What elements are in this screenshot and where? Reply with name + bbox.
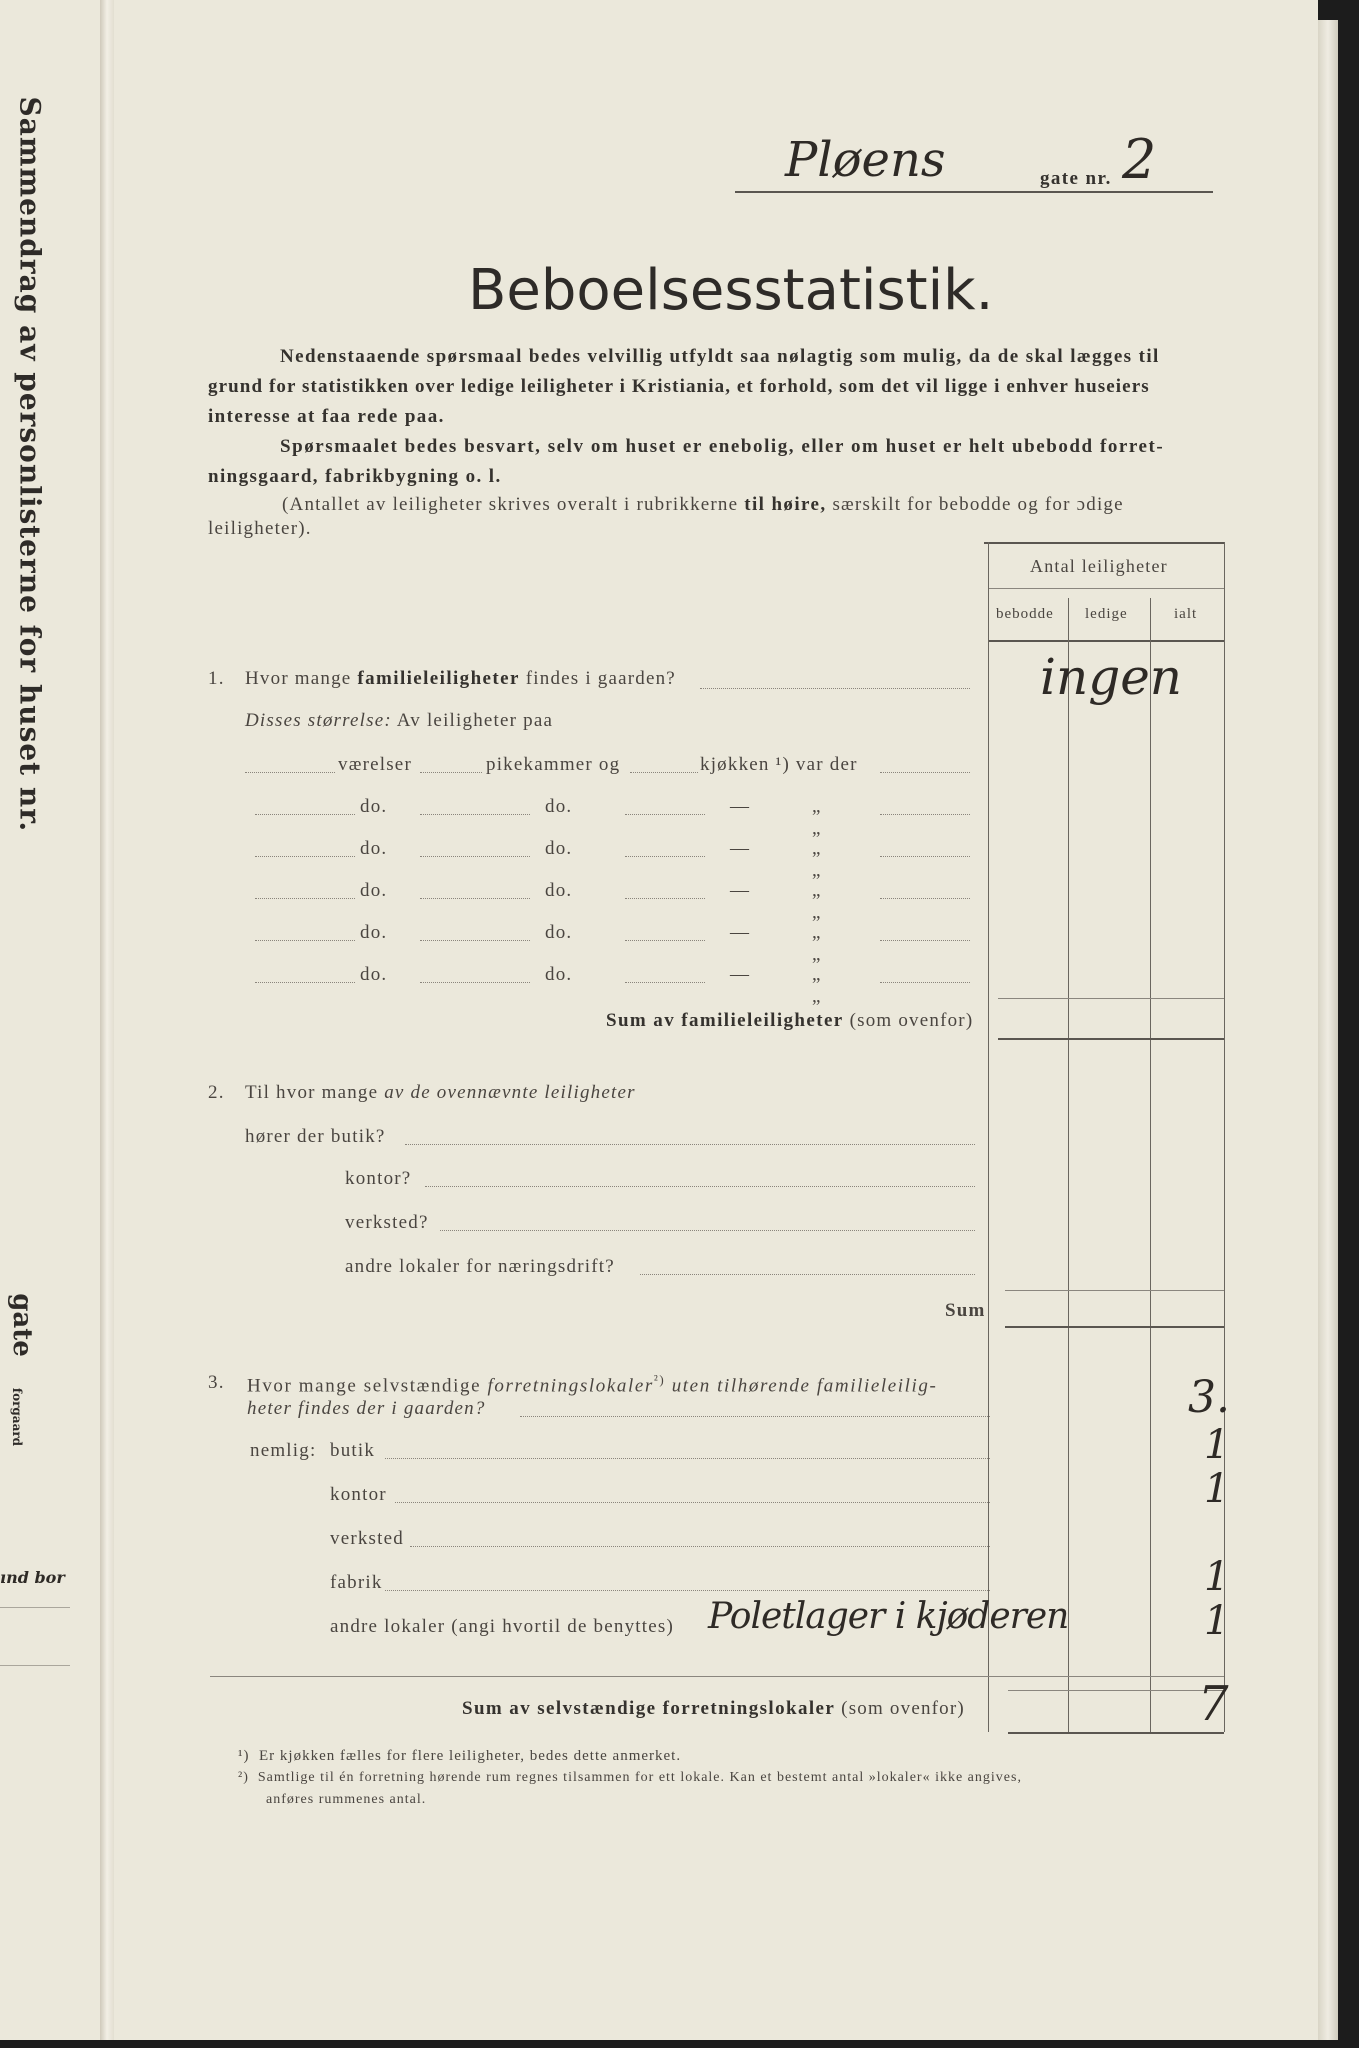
do-label: do. bbox=[545, 964, 573, 985]
q3-leader bbox=[520, 1416, 990, 1417]
q2-leader bbox=[440, 1230, 975, 1231]
q3-separator bbox=[210, 1676, 1224, 1677]
q3-verksted: verksted bbox=[330, 1528, 404, 1549]
q2-leader bbox=[405, 1144, 975, 1145]
intro-line-2: grund for statistikken over ledige leiligheter i Kristiania, et forhold, som det vil ligge i enhver huseiers bbox=[208, 376, 1150, 397]
q3-number: 3. bbox=[208, 1372, 225, 1393]
dash-label: — bbox=[730, 796, 751, 817]
q3-kontor: kontor bbox=[330, 1484, 387, 1505]
do-label: do. bbox=[360, 964, 388, 985]
q3-andre-handwritten: Poletlager i kjøderen bbox=[708, 1596, 1069, 1637]
q3-italic-c: uten tilhørende familieleilig- bbox=[671, 1375, 938, 1397]
q3-andre: andre lokaler (angi hvortil de benyttes) bbox=[330, 1616, 674, 1637]
footnote-1-mark: ¹) bbox=[238, 1748, 250, 1764]
q3-sum-rule bbox=[1008, 1690, 1224, 1691]
q2-text bbox=[245, 1082, 636, 1104]
size-kjokken: kjøkken ¹) var der bbox=[700, 754, 858, 775]
intro-note-c: særskilt for bebodde og for bbox=[832, 494, 1071, 515]
q2-sum: Sum bbox=[945, 1300, 986, 1321]
ditto-mark: „ „ bbox=[812, 880, 822, 923]
q3-andre-value: 1 bbox=[1204, 1598, 1230, 1644]
do-label: do. bbox=[545, 838, 573, 859]
q2-italic: av de ovennævnte leiligheter bbox=[384, 1082, 636, 1103]
q3-text-1 bbox=[247, 1372, 937, 1397]
do-label: do. bbox=[360, 796, 388, 817]
footnote-2 bbox=[238, 1770, 1022, 1786]
left-page-rule bbox=[0, 1665, 70, 1666]
table-col-line bbox=[1068, 598, 1069, 1732]
q1-sum-bottom-rule bbox=[998, 1038, 1224, 1040]
q3-sup: ²) bbox=[653, 1372, 666, 1387]
dash-label: — bbox=[730, 880, 751, 901]
table-header-bottom-rule bbox=[988, 640, 1224, 642]
size-blank bbox=[630, 772, 698, 773]
q1-number: 1. bbox=[208, 668, 225, 689]
ditto-mark: „ „ bbox=[812, 964, 822, 1007]
q1-c: findes i gaarden? bbox=[525, 668, 676, 689]
do-label: do. bbox=[545, 922, 573, 943]
page-edge bbox=[1318, 20, 1338, 2040]
col-ledige: ledige bbox=[1085, 606, 1128, 622]
dash-label: — bbox=[730, 922, 751, 943]
left-page-vertical-text bbox=[14, 97, 47, 2017]
do-label: do. bbox=[545, 796, 573, 817]
left-page-nd-bor: ınd bor bbox=[0, 1568, 65, 1587]
q3-sum-paren: (som ovenfor) bbox=[841, 1698, 965, 1719]
do-label: do. bbox=[360, 922, 388, 943]
footnote-2-cont: anføres rummenes antal. bbox=[266, 1792, 427, 1807]
q3-fabrik: fabrik bbox=[330, 1572, 383, 1593]
table-top-rule bbox=[984, 542, 1224, 544]
q3-text-2: heter findes der i gaarden? bbox=[247, 1398, 486, 1419]
intro-note-a: (Antallet av leiligheter skrives overalt i rubrikkerne bbox=[282, 494, 739, 515]
left-page-rule bbox=[0, 1607, 70, 1608]
table-header-title: Antal leiligheter bbox=[1030, 556, 1168, 576]
q3-sum-bottom-rule bbox=[1008, 1732, 1224, 1734]
ditto-mark: „ „ bbox=[812, 922, 822, 965]
dash-label: — bbox=[730, 838, 751, 859]
q2-kontor: kontor? bbox=[345, 1168, 412, 1189]
q1-a: Hvor mange bbox=[245, 668, 352, 689]
street-name-handwritten: Pløens bbox=[785, 132, 946, 188]
intro-note-d: ɔdige bbox=[1076, 494, 1124, 515]
q3-fabrik-value: 1 bbox=[1204, 1554, 1230, 1600]
q2-sum-bottom-rule bbox=[1005, 1326, 1224, 1328]
q1-sum bbox=[606, 1010, 973, 1032]
q2-sum-rule bbox=[1005, 1290, 1224, 1291]
q1-sum-rule bbox=[998, 998, 1224, 999]
q3-kontor-value: 1 bbox=[1204, 1466, 1230, 1512]
q3-nemlig: nemlig: bbox=[250, 1440, 317, 1461]
q1-leader bbox=[700, 688, 970, 689]
intro-line-3: interesse at faa rede paa. bbox=[208, 406, 445, 427]
size-leader bbox=[880, 772, 970, 773]
form-title: Beboelsesstatistik. bbox=[468, 258, 994, 323]
left-page-gate: gate bbox=[6, 1293, 37, 1357]
intro-line-7: leiligheter). bbox=[208, 518, 312, 539]
intro-line-1: Nedenstaaende spørsmaal bedes velvillig utfyldt saa nølagtig som mulig, da de skal lægges til bbox=[280, 346, 1160, 367]
size-vaerelser: værelser bbox=[338, 754, 412, 775]
q3-leader bbox=[410, 1546, 990, 1547]
col-ialt: ialt bbox=[1174, 606, 1198, 622]
q2-butik: hører der butik? bbox=[245, 1126, 386, 1147]
q1-sum-paren: (som ovenfor) bbox=[849, 1010, 974, 1031]
footnote-2-text: Samtlige til én forretning hørende rum regnes tilsammen for ett lokale. Kan et bestemt antal »lokaler« ikke angives, bbox=[257, 1770, 1022, 1785]
street-underline bbox=[735, 191, 1213, 193]
q2-number: 2. bbox=[208, 1082, 225, 1103]
ditto-mark: „ „ bbox=[812, 796, 822, 839]
q3-sum-value: 7 bbox=[1198, 1676, 1229, 1732]
size-label-italic: Disses størrelse: bbox=[245, 710, 392, 731]
q3-leader bbox=[385, 1590, 990, 1591]
q1-sum-bold: Sum av familieleiligheter bbox=[606, 1010, 844, 1031]
do-label: do. bbox=[360, 880, 388, 901]
house-number-handwritten: 2 bbox=[1122, 128, 1157, 191]
intro-line-4: Spørsmaalet bedes besvart, selv om huset er enebolig, eller om huset er helt ubebodd forret- bbox=[280, 436, 1165, 457]
vertical-caption: Sammendrag av personlisterne for huset nr. bbox=[13, 96, 47, 833]
q1-text bbox=[245, 668, 676, 690]
q3-sum bbox=[462, 1698, 965, 1720]
footnote-1-text: Er kjøkken fælles for flere leiligheter, bedes dette anmerket. bbox=[259, 1748, 682, 1764]
q3-butik-value: 1 bbox=[1204, 1422, 1230, 1468]
footnote-2-mark: ²) bbox=[238, 1770, 249, 1785]
q2-andre: andre lokaler for næringsdrift? bbox=[345, 1256, 615, 1277]
q3-italic-b: forretningslokaler bbox=[487, 1375, 654, 1397]
size-pikekammer: pikekammer og bbox=[486, 754, 621, 775]
q2-leader bbox=[640, 1274, 975, 1275]
col-bebodde: bebodde bbox=[996, 606, 1054, 622]
q3-leader bbox=[395, 1502, 990, 1503]
q1-size-label bbox=[245, 710, 553, 732]
q3-butik: butik bbox=[330, 1440, 376, 1461]
size-blank bbox=[420, 772, 482, 773]
q2-verksted: verksted? bbox=[345, 1212, 429, 1233]
book-gutter bbox=[100, 0, 114, 2040]
table-col-line bbox=[1150, 598, 1151, 1732]
q2-leader bbox=[425, 1186, 975, 1187]
footnote-1 bbox=[238, 1748, 681, 1765]
size-blank bbox=[245, 772, 335, 773]
do-label: do. bbox=[545, 880, 573, 901]
intro-line-5: ningsgaard, fabrikbygning o. l. bbox=[208, 466, 502, 487]
ditto-mark: „ „ bbox=[812, 838, 822, 881]
intro-note-bold: til høire, bbox=[744, 494, 827, 515]
do-label: do. bbox=[360, 838, 388, 859]
left-page-forgaard: forgaard bbox=[10, 1387, 25, 1447]
dash-label: — bbox=[730, 964, 751, 985]
q3-total-handwritten: 3. bbox=[1188, 1372, 1230, 1423]
q3-leader bbox=[385, 1458, 990, 1459]
q1-bold: familieleiligheter bbox=[357, 668, 520, 689]
table-header-rule bbox=[988, 588, 1224, 589]
table-col-line bbox=[988, 542, 989, 1732]
q3-a: Hvor mange selvstændige bbox=[247, 1375, 482, 1397]
q1-answer-handwritten: ingen bbox=[1040, 648, 1182, 706]
gate-label: gate nr. bbox=[1040, 168, 1112, 189]
q3-sum-bold: Sum av selvstændige forretningslokaler bbox=[462, 1698, 836, 1719]
size-label-rest: Av leiligheter paa bbox=[396, 710, 554, 731]
q2-a: Til hvor mange bbox=[245, 1082, 379, 1103]
intro-line-6 bbox=[282, 494, 1124, 516]
